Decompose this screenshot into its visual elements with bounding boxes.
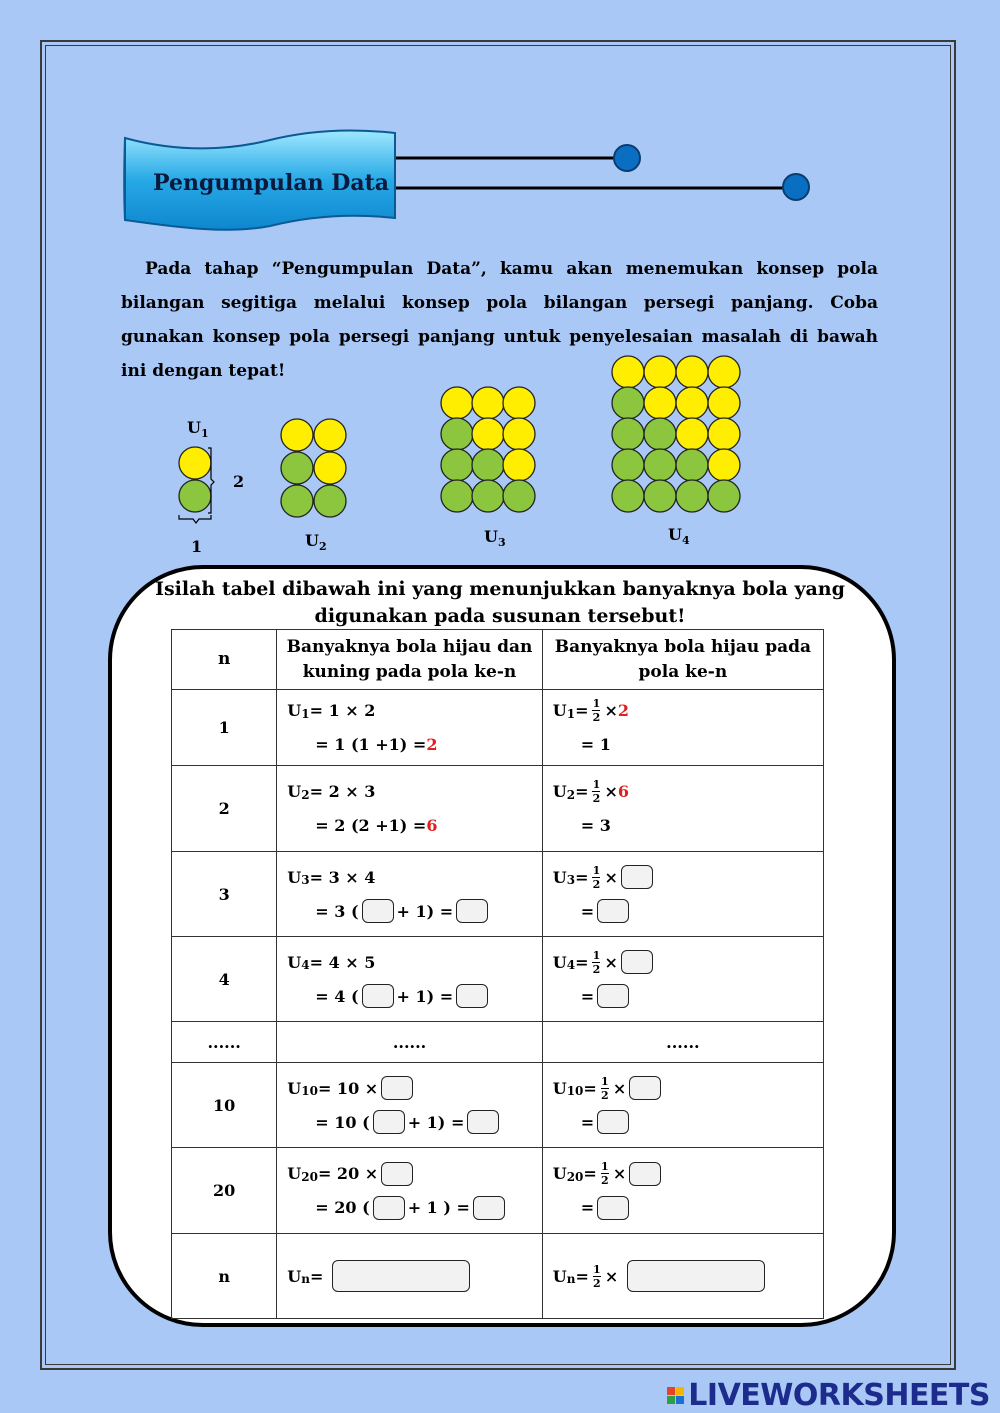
cell-total-formula: U 3 = 3 × 4 = 3 ( + 1) = xyxy=(277,852,542,937)
yellow-ball-u3 xyxy=(472,387,504,419)
answer-factor-input[interactable] xyxy=(381,1162,413,1186)
table-row xyxy=(172,1022,824,1063)
green-ball-u3 xyxy=(472,480,504,512)
table-row xyxy=(172,690,824,766)
half-fraction: $\frac{1}{2}$ xyxy=(592,697,601,724)
answer-n-input[interactable] xyxy=(362,899,394,923)
cell-green-formula: U 20 = $\frac{1}{2}$ × = xyxy=(542,1148,823,1234)
green-ball-u4 xyxy=(676,480,708,512)
yellow-ball-u4 xyxy=(644,356,676,388)
half-fraction: $\frac{1}{2}$ xyxy=(593,1262,601,1290)
green-ball-u2 xyxy=(281,485,313,517)
green-ball-u4 xyxy=(612,480,644,512)
answer-n-input[interactable] xyxy=(362,984,394,1008)
yellow-ball-u3 xyxy=(441,387,473,419)
answer-total-input[interactable] xyxy=(456,899,488,923)
answer-green-input[interactable] xyxy=(597,899,629,923)
green-ball-u3 xyxy=(441,449,473,481)
liveworksheets-logo xyxy=(667,1378,990,1413)
cell-total-formula: U 10 = 10 × = 10 ( + 1) = xyxy=(277,1063,542,1148)
yellow-ball-u3 xyxy=(472,418,504,450)
answer-green-input[interactable] xyxy=(597,1110,629,1134)
green-ball-u4 xyxy=(644,480,676,512)
cell-green-formula: U n = $\frac{1}{2}$ × xyxy=(542,1234,823,1319)
answer-n-input[interactable] xyxy=(373,1196,405,1220)
green-ball-u1 xyxy=(179,480,211,512)
table-row xyxy=(172,1063,824,1148)
cell-n: 1 xyxy=(172,690,277,766)
green-ball-u4 xyxy=(612,418,644,450)
answer-total-copy-input[interactable] xyxy=(621,950,653,974)
cell-total-formula: U 4 = 4 × 5 = 4 ( + 1) = xyxy=(277,937,542,1022)
half-fraction: $\frac{1}{2}$ xyxy=(592,948,601,976)
yellow-ball-u4 xyxy=(708,356,740,388)
answer-factor-input[interactable] xyxy=(381,1076,413,1100)
yellow-ball-u2 xyxy=(314,419,346,451)
answer-green-input[interactable] xyxy=(597,984,629,1008)
half-fraction: $\frac{1}{2}$ xyxy=(592,863,601,891)
half-fraction: $\frac{1}{2}$ xyxy=(600,1160,609,1187)
yellow-ball-u4 xyxy=(612,356,644,388)
cell-ellipsis: ...... xyxy=(542,1022,823,1063)
cell-green-formula: U 1 = $\frac{1}{2}$ × 2 = 1 xyxy=(542,690,823,766)
yellow-ball-u2 xyxy=(314,452,346,484)
green-ball-u4 xyxy=(644,418,676,450)
answer-total-input[interactable] xyxy=(473,1196,505,1220)
table-row xyxy=(172,766,824,852)
green-ball-u3 xyxy=(441,418,473,450)
table-row xyxy=(172,1148,824,1234)
label-u3: $U_3$ xyxy=(484,527,506,550)
yellow-ball-u2 xyxy=(281,419,313,451)
cell-ellipsis: ...... xyxy=(277,1022,542,1063)
cell-n: 10 xyxy=(172,1063,277,1148)
green-ball-u3 xyxy=(472,449,504,481)
answer-total-input[interactable] xyxy=(467,1110,499,1134)
green-ball-u4 xyxy=(708,480,740,512)
yellow-ball-u4 xyxy=(676,387,708,419)
table-row xyxy=(172,1234,824,1319)
cell-green-formula: U 4 = $\frac{1}{2}$ × = xyxy=(542,937,823,1022)
cell-green-formula: U 3 = $\frac{1}{2}$ × = xyxy=(542,852,823,937)
answer-total-copy-input[interactable] xyxy=(621,865,653,889)
cell-n: 4 xyxy=(172,937,277,1022)
yellow-ball-u3 xyxy=(503,449,535,481)
label-width: 1 xyxy=(191,537,203,556)
cell-total-formula: U n = xyxy=(277,1234,542,1319)
cell-total-formula: U 1 = 1 × 2 = 1 (1 +1) = 2 xyxy=(277,690,542,766)
header-n: n xyxy=(172,630,277,690)
logo-text: LIVEWORKSHEETS xyxy=(688,1378,990,1413)
table-header-row xyxy=(172,630,824,690)
green-ball-u4 xyxy=(676,449,708,481)
yellow-ball-u3 xyxy=(503,387,535,419)
yellow-ball-u1 xyxy=(179,447,211,479)
green-ball-u4 xyxy=(612,449,644,481)
answer-un-total-input[interactable] xyxy=(332,1260,470,1292)
cell-n: 2 xyxy=(172,766,277,852)
green-ball-u2 xyxy=(281,452,313,484)
yellow-ball-u4 xyxy=(708,387,740,419)
table-row xyxy=(172,937,824,1022)
yellow-ball-u4 xyxy=(644,387,676,419)
green-ball-u3 xyxy=(503,480,535,512)
label-u2: $U_2$ xyxy=(305,531,327,554)
cell-n: ...... xyxy=(172,1022,277,1063)
yellow-ball-u3 xyxy=(503,418,535,450)
yellow-ball-u4 xyxy=(676,418,708,450)
cell-n: n xyxy=(172,1234,277,1319)
cell-n: 20 xyxy=(172,1148,277,1234)
pattern-table xyxy=(171,629,824,1319)
pattern-figure xyxy=(0,0,1000,570)
green-ball-u4 xyxy=(612,387,644,419)
half-fraction: $\frac{1}{2}$ xyxy=(600,1074,609,1102)
answer-total-copy-input[interactable] xyxy=(629,1162,661,1186)
answer-n-input[interactable] xyxy=(373,1110,405,1134)
header-green: Banyaknya bola hijau pada pola ke-n xyxy=(542,630,823,690)
label-u1: $U_1$ xyxy=(187,418,209,441)
green-ball-u2 xyxy=(314,485,346,517)
answer-total-copy-input[interactable] xyxy=(629,1076,661,1100)
yellow-ball-u4 xyxy=(708,418,740,450)
yellow-ball-u4 xyxy=(676,356,708,388)
yellow-ball-u4 xyxy=(708,449,740,481)
table-row xyxy=(172,852,824,937)
half-fraction: $\frac{1}{2}$ xyxy=(592,778,601,805)
cell-total-formula: U 20 = 20 × = 20 ( + 1 ) = xyxy=(277,1148,542,1234)
cell-green-formula: U 2 = $\frac{1}{2}$ × 6 = 3 xyxy=(542,766,823,852)
answer-total-input[interactable] xyxy=(456,984,488,1008)
table-instruction: Isilah tabel dibawah ini yang menunjukkan banyaknya bola yang digunakan pada susunan tersebut! xyxy=(155,578,845,627)
logo-mark-icon xyxy=(667,1387,684,1404)
page-title: Pengumpulan Data xyxy=(153,170,389,196)
intro-paragraph: Pada tahap “Pengumpulan Data”, kamu akan menemukan konsep pola bilangan segitiga melalui konsep pola bilangan persegi panjang. Coba gunakan konsep pola persegi panjang untuk penyelesaian masalah di bawah ini dengan tepat! xyxy=(121,259,878,381)
cell-n: 3 xyxy=(172,852,277,937)
label-u4: $U_4$ xyxy=(668,525,690,548)
cell-green-formula: U 10 = $\frac{1}{2}$ × = xyxy=(542,1063,823,1148)
cell-total-formula: U 2 = 2 × 3 = 2 (2 +1) = 6 xyxy=(277,766,542,852)
header-total: Banyaknya bola hijau dan kuning pada pola ke-n xyxy=(277,630,542,690)
answer-green-input[interactable] xyxy=(597,1196,629,1220)
answer-un-green-input[interactable] xyxy=(627,1260,765,1292)
green-ball-u3 xyxy=(441,480,473,512)
label-height: 2 xyxy=(233,472,245,491)
green-ball-u4 xyxy=(644,449,676,481)
